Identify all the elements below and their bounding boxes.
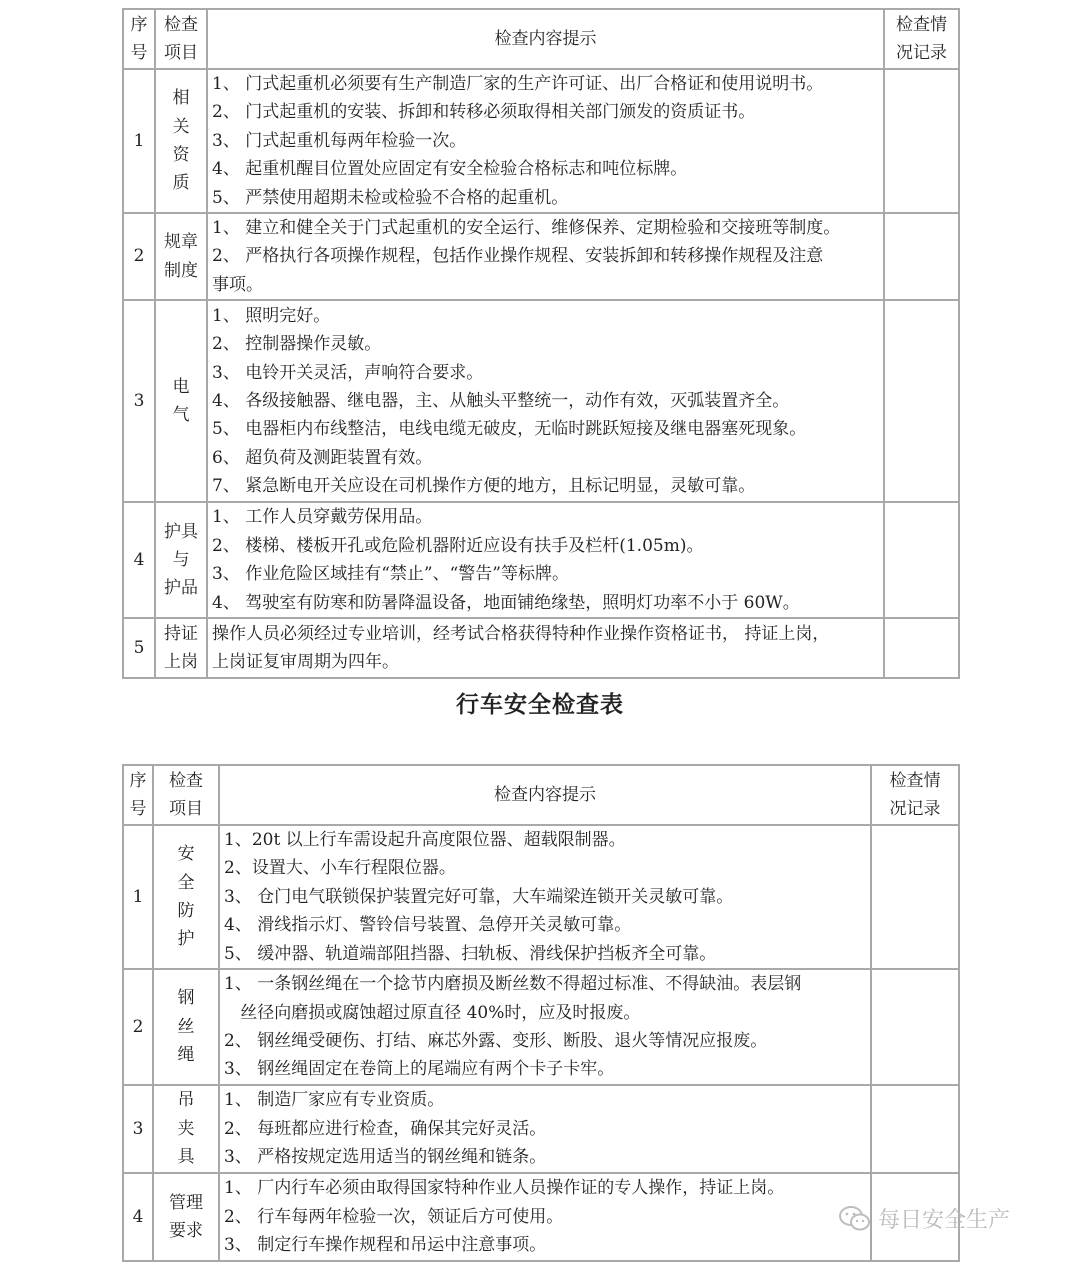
table-row bbox=[123, 969, 959, 1085]
header-item: 检查 项目 bbox=[153, 765, 219, 825]
row-content: 1、 工作人员穿戴劳保用品。 2、 楼梯、楼板开孔或危险机器附近应设有扶手及栏杆(1.05m)。 3、 作业危险区域挂有“禁止”、“警告”等标牌。 4、 驾驶室有防寒和防暑降温设备，地面铺绝缘垫，照明灯功率不小于 60W。 bbox=[207, 502, 884, 618]
row-item: 规章 制度 bbox=[155, 213, 207, 300]
row-content: 1、 照明完好。 2、 控制器操作灵敏。 3、 电铃开关灵活，声响符合要求。 4、 各级接触器、继电器，主、从触头平整统一，动作有效，灭弧装置齐全。 5、 电器柜内布线整洁，电线电缆无破皮，无临时跳跃短接及继电器塞死现象。 6、 超负荷及测距装置有效。 7、 紧急断电开关应设在司机操作方便的地方，且标记明显，灵敏可靠。 bbox=[207, 300, 884, 502]
table-row bbox=[123, 1173, 959, 1261]
row-content: 1、 厂内行车必须由取得国家特种作业人员操作证的专人操作，持证上岗。 2、 行车每两年检验一次，领证后方可使用。 3、 制定行车操作规程和吊运中注意事项。 bbox=[219, 1173, 871, 1261]
row-record bbox=[884, 618, 959, 678]
row-no: 3 bbox=[123, 1085, 153, 1173]
row-record bbox=[884, 300, 959, 502]
header-content: 检查内容提示 bbox=[207, 9, 884, 69]
header-content: 检查内容提示 bbox=[219, 765, 871, 825]
row-no: 1 bbox=[123, 825, 153, 969]
row-no: 3 bbox=[123, 300, 155, 502]
row-item: 吊 夹 具 bbox=[153, 1085, 219, 1173]
row-no: 2 bbox=[123, 969, 153, 1085]
table-row bbox=[123, 825, 959, 969]
table-row bbox=[123, 502, 959, 618]
row-content: 1、 制造厂家应有专业资质。 2、 每班都应进行检查，确保其完好灵活。 3、 严格按规定选用适当的钢丝绳和链条。 bbox=[219, 1085, 871, 1173]
row-record bbox=[871, 825, 959, 969]
table-header-row bbox=[123, 765, 959, 825]
row-item: 护具 与 护品 bbox=[155, 502, 207, 618]
row-content: 1、 门式起重机必须要有生产制造厂家的生产许可证、出厂合格证和使用说明书。 2、 门式起重机的安装、拆卸和转移必须取得相关部门颁发的资质证书。 3、 门式起重机每两年检验一次。 4、 起重机醒目位置处应固定有安全检验合格标志和吨位标牌。 5、 严禁使用超期未检或检验不合格的起重机。 bbox=[207, 69, 884, 213]
row-item: 安 全 防 护 bbox=[153, 825, 219, 969]
header-no: 序 号 bbox=[123, 9, 155, 69]
overhead-crane-inspection-table bbox=[122, 764, 960, 1262]
row-no: 4 bbox=[123, 502, 155, 618]
watermark-text: 每日安全生产 bbox=[878, 1208, 1011, 1233]
row-content: 操作人员必须经过专业培训，经考试合格获得特种作业操作资格证书， 持证上岗， 上岗证复审周期为四年。 bbox=[207, 618, 884, 678]
table-row bbox=[123, 69, 959, 213]
table-row bbox=[123, 300, 959, 502]
row-content: 1、 一条钢丝绳在一个捻节内磨损及断丝数不得超过标准、不得缺油。表层钢 丝径向磨损或腐蚀超过原直径 40%时，应及时报废。 2、 钢丝绳受硬伤、打结、麻芯外露、变形、断股、退火等情况应报废。 3、 钢丝绳固定在卷筒上的尾端应有两个卡子卡牢。 bbox=[219, 969, 871, 1085]
row-record bbox=[884, 502, 959, 618]
row-no: 2 bbox=[123, 213, 155, 300]
row-no: 1 bbox=[123, 69, 155, 213]
table-row bbox=[123, 1085, 959, 1173]
table-header-row bbox=[123, 9, 959, 69]
header-no: 序 号 bbox=[123, 765, 153, 825]
row-item: 持证 上岗 bbox=[155, 618, 207, 678]
section-title: 行车安全检查表 bbox=[456, 692, 624, 718]
row-content: 1、 建立和健全关于门式起重机的安全运行、维修保养、定期检验和交接班等制度。 2、 严格执行各项操作规程，包括作业操作规程、安装拆卸和转移操作规程及注意 事项。 bbox=[207, 213, 884, 300]
row-record bbox=[871, 1085, 959, 1173]
header-record: 检查情 况记录 bbox=[884, 9, 959, 69]
wechat-icon bbox=[838, 1205, 872, 1233]
row-record bbox=[884, 69, 959, 213]
row-record bbox=[884, 213, 959, 300]
watermark bbox=[838, 1203, 1010, 1234]
row-item: 管理 要求 bbox=[153, 1173, 219, 1261]
row-content: 1、20t 以上行车需设起升高度限位器、超载限制器。 2、设置大、小车行程限位器。 3、 仓门电气联锁保护装置完好可靠，大车端梁连锁开关灵敏可靠。 4、 滑线指示灯、警铃信号装置、急停开关灵敏可靠。 5、 缓冲器、轨道端部阻挡器、扫轨板、滑线保护挡板齐全可靠。 bbox=[219, 825, 871, 969]
header-item: 检查 项目 bbox=[155, 9, 207, 69]
header-record: 检查情 况记录 bbox=[871, 765, 959, 825]
row-item: 相 关 资 质 bbox=[155, 69, 207, 213]
table-row bbox=[123, 618, 959, 678]
table-row bbox=[123, 213, 959, 300]
row-no: 4 bbox=[123, 1173, 153, 1261]
row-no: 5 bbox=[123, 618, 155, 678]
crane-inspection-table bbox=[122, 8, 960, 679]
row-item: 电 气 bbox=[155, 300, 207, 502]
row-record bbox=[871, 969, 959, 1085]
row-item: 钢 丝 绳 bbox=[153, 969, 219, 1085]
